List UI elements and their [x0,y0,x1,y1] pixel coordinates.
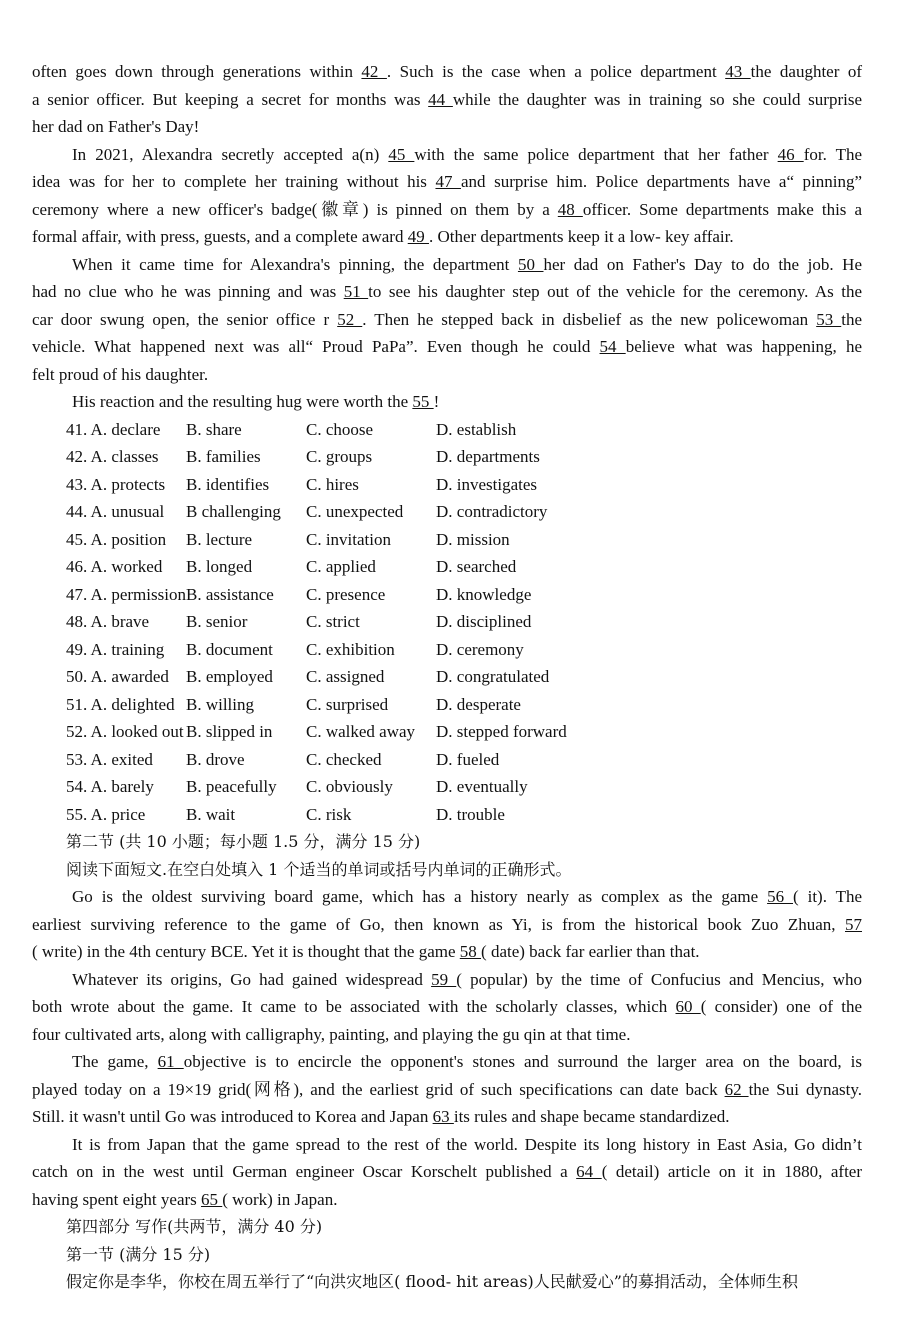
text-segment: ceremony where a new officer's badge(徽章) is pinned on them by a [32,199,558,219]
option-a: 49. A. training [66,639,165,659]
text-segment: to see his daughter step out of the vehicle for the ceremony. As the [368,282,863,301]
text-segment: a senior officer. But keeping a secret for months was [32,89,429,109]
answer-blank: 62 [724,1079,749,1099]
text-line [32,1076,862,1104]
text-segment: The game, [72,1052,158,1071]
answer-blank: 56 [767,887,794,906]
text-segment: ( date) back far earlier than that. [481,942,700,961]
question-row [32,471,862,499]
option-d: D. fueled [436,749,500,769]
option-b: B. employed [186,667,273,686]
text-segment: His reaction and the resulting hug were worth the [72,392,413,411]
text-segment: often goes down through generations within [32,62,362,81]
answer-blank: 65 [201,1189,223,1209]
option-b: B. senior [186,612,248,631]
option-c: C. assigned [306,667,385,686]
option-b: B. share [186,419,242,439]
option-d: D. establish [436,419,517,439]
option-c: C. presence [306,584,386,604]
option-a: 43. A. protects [66,474,166,494]
text-segment: When it came time for Alexandra's pinning, the department [72,254,518,274]
option-b: B. peacefully [186,777,277,796]
question-list [32,416,862,829]
text-segment: car door swung open, the senior office r [32,309,338,329]
text-segment: played today on a 19×19 grid(网格), and the earliest grid of such specifications can date back [32,1079,725,1099]
text-segment: ( popular) by the time of Confucius and Mencius, who [456,969,862,989]
option-d: D. eventually [436,777,528,796]
text-segment: believe what was happening, he [625,337,862,356]
answer-blank: 57 [845,914,862,934]
text-line [32,1158,862,1186]
option-b: B. identifies [186,474,270,494]
text-segment: Still. it wasn't until Go was introduced to Korea and Japan [32,1107,433,1126]
answer-blank: 64 [576,1162,602,1181]
text-line [32,388,862,416]
question-row [32,498,862,526]
question-row [32,718,862,746]
text-line [32,1048,862,1076]
option-d: D. desperate [436,694,521,714]
text-segment: ( work) in Japan. [222,1189,338,1209]
answer-blank: 51 [343,282,369,301]
text-segment: . Such is the case when a police department [386,62,726,81]
text-segment: objective is to encircle the opponent's stones and surround the larger area on the board, is [183,1052,862,1071]
option-c: C. risk [306,804,352,824]
option-c: C. choose [306,419,374,439]
text-line [32,251,862,279]
option-b: B. drove [186,749,245,769]
text-segment: the daughter of [750,62,863,81]
text-segment: with the same police department that her father [414,144,778,164]
question-row [32,581,862,609]
text-segment: ( write) in the 4th century BCE. Yet it is thought that the game [32,942,460,961]
text-segment: and surprise him. Police departments have a“ pinning” [461,172,863,191]
option-b: B. slipped in [186,722,273,741]
option-b: B. lecture [186,529,253,549]
text-segment: both wrote about the game. It came to be associated with the scholarly classes, which [32,997,676,1016]
section2-instruction: 阅读下面短文.在空白处填入 1 个适当的单词或括号内单词的正确形式。 [66,859,572,879]
option-d: D. contradictory [436,502,548,521]
option-c: C. hires [306,474,359,494]
option-a: 44. A. unusual [66,502,165,521]
option-c: C. applied [306,557,376,576]
text-segment: earliest surviving reference to the game of Go, then known as Yi, is from the historical book Zuo Zhuan, [32,914,845,934]
text-segment: idea was for her to complete her training without his [32,172,436,191]
option-b: B. assistance [186,584,274,604]
text-line [32,1021,862,1049]
text-line [32,168,862,196]
text-segment: while the daughter was in training so she could surprise [452,89,863,109]
text-line [32,1186,862,1214]
text-segment: ! [433,392,440,411]
text-segment: had no clue who he was pinning and was [32,282,344,301]
option-c: C. exhibition [306,639,395,659]
answer-blank: 50 [517,254,544,274]
text-segment: having spent eight years [32,1189,202,1209]
answer-blank: 61 [157,1052,184,1071]
text-line [32,333,862,361]
text-segment: vehicle. What happened next was all“ Proud PaPa”. Even though he could [32,337,600,356]
option-a: 45. A. position [66,529,167,549]
text-segment: . Then he stepped back in disbelief as the new policewoman [362,309,817,329]
option-d: D. disciplined [436,612,532,631]
option-a: 52. A. looked out [66,722,184,741]
cloze-passage [32,58,862,416]
text-line [32,883,862,911]
option-b: B challenging [186,502,281,521]
option-b: B. wait [186,804,236,824]
question-row [32,553,862,581]
text-segment: her dad on Father's Day! [32,117,200,136]
answer-blank: 49 [407,227,429,246]
answer-blank: 54 [599,337,626,356]
text-line [32,113,862,141]
question-row [32,443,862,471]
option-c: C. groups [306,447,373,466]
text-line [32,1131,862,1159]
option-c: C. walked away [306,722,416,741]
answer-blank: 42 [361,62,387,81]
text-segment: the Sui dynasty. [748,1079,862,1099]
text-line [32,966,862,994]
option-d: D. ceremony [436,639,524,659]
answer-blank: 59 [431,969,457,989]
option-a: 55. A. price [66,804,146,824]
option-b: B. longed [186,557,253,576]
answer-blank: 53 [816,309,842,329]
option-d: D. trouble [436,804,505,824]
text-line [32,993,862,1021]
option-a: 50. A. awarded [66,667,169,686]
option-b: B. willing [186,694,255,714]
option-d: D. stepped forward [436,722,567,741]
text-line [32,1103,862,1131]
text-segment: . Other departments keep it a low- key affair. [428,227,734,246]
answer-blank: 48 [557,199,583,219]
text-line [32,196,862,224]
option-a: 48. A. brave [66,612,150,631]
text-segment: ( it). The [793,887,863,906]
answer-blank: 63 [432,1107,454,1126]
question-row [32,636,862,664]
option-c: C. obviously [306,777,393,796]
part4-title: 第四部分 写作(共两节，满分 40 分) [66,1217,323,1236]
text-segment: Whatever its origins, Go had gained widespread [72,969,432,989]
option-c: C. invitation [306,529,391,549]
question-row [32,773,862,801]
option-a: 46. A. worked [66,557,163,576]
option-d: D. mission [436,529,510,549]
question-row [32,801,862,829]
option-a: 42. A. classes [66,447,159,466]
text-segment: ( consider) one of the [700,997,863,1016]
text-segment: Go is the oldest surviving board game, which has a history nearly as complex as the game [72,887,768,906]
answer-blank: 43 [725,62,751,81]
option-d: D. investigates [436,474,538,494]
option-d: D. congratulated [436,667,550,686]
text-line [32,306,862,334]
option-d: D. knowledge [436,584,532,604]
option-d: D. searched [436,557,517,576]
text-segment: four cultivated arts, along with calligraphy, painting, and playing the gu qin at that time. [32,1024,631,1044]
text-segment: In 2021, Alexandra secretly accepted a(n) [72,144,389,164]
answer-blank: 52 [337,309,363,329]
writing-prompt: 假定你是李华，你校在周五举行了“向洪灾地区( flood- hit areas)人民献爱心”的募捐活动，全体师生积 [66,1272,798,1291]
option-c: C. strict [306,612,360,631]
option-c: C. unexpected [306,502,404,521]
option-a: 51. A. delighted [66,694,175,714]
option-a: 54. A. barely [66,777,154,796]
text-line [32,361,862,389]
text-line [32,223,862,251]
answer-blank: 46 [777,144,804,164]
text-segment: ( detail) article on it in 1880, after [601,1162,862,1181]
question-row [32,608,862,636]
option-d: D. departments [436,447,540,466]
option-c: C. checked [306,749,382,769]
text-line [32,58,862,86]
text-segment: felt proud of his daughter. [32,364,209,384]
text-segment: officer. Some departments make this a [582,199,862,219]
text-segment: formal affair, with press, guests, and a complete award [32,227,408,246]
answer-blank: 58 [459,942,482,961]
question-row [32,691,862,719]
question-row [32,526,862,554]
option-a: 41. A. declare [66,419,161,439]
grammar-fill-passage [32,883,862,1213]
option-c: C. surprised [306,694,389,714]
answer-blank: 60 [675,997,701,1016]
part4-section1-title: 第一节 (满分 15 分) [66,1244,211,1264]
question-row [32,663,862,691]
answer-blank: 45 [388,144,415,164]
answer-blank: 55 [412,392,434,411]
text-line [32,278,862,306]
option-b: B. families [186,447,261,466]
text-line [32,86,862,114]
answer-blank: 47 [435,172,461,191]
text-line [32,911,862,939]
text-segment: its rules and shape became standardized. [453,1107,730,1126]
option-b: B. document [186,639,273,659]
option-a: 47. A. permission [66,584,186,604]
text-segment: for. The [803,144,863,164]
section2-title: 第二节 (共 10 小题；每小题 1.5 分，满分 15 分) [66,832,421,851]
text-segment: catch on in the west until German engineer Oscar Korschelt published a [32,1162,577,1181]
answer-blank: 44 [428,89,453,109]
text-segment: It is from Japan that the game spread to the rest of the world. Despite its long history in East Asia, Go didn’t [72,1134,862,1154]
question-row [32,746,862,774]
text-line [32,938,862,966]
text-line [32,141,862,169]
question-row [32,416,862,444]
text-segment: her dad on Father's Day to do the job. He [543,254,862,274]
text-segment: the [841,309,863,329]
option-a: 53. A. exited [66,749,153,769]
